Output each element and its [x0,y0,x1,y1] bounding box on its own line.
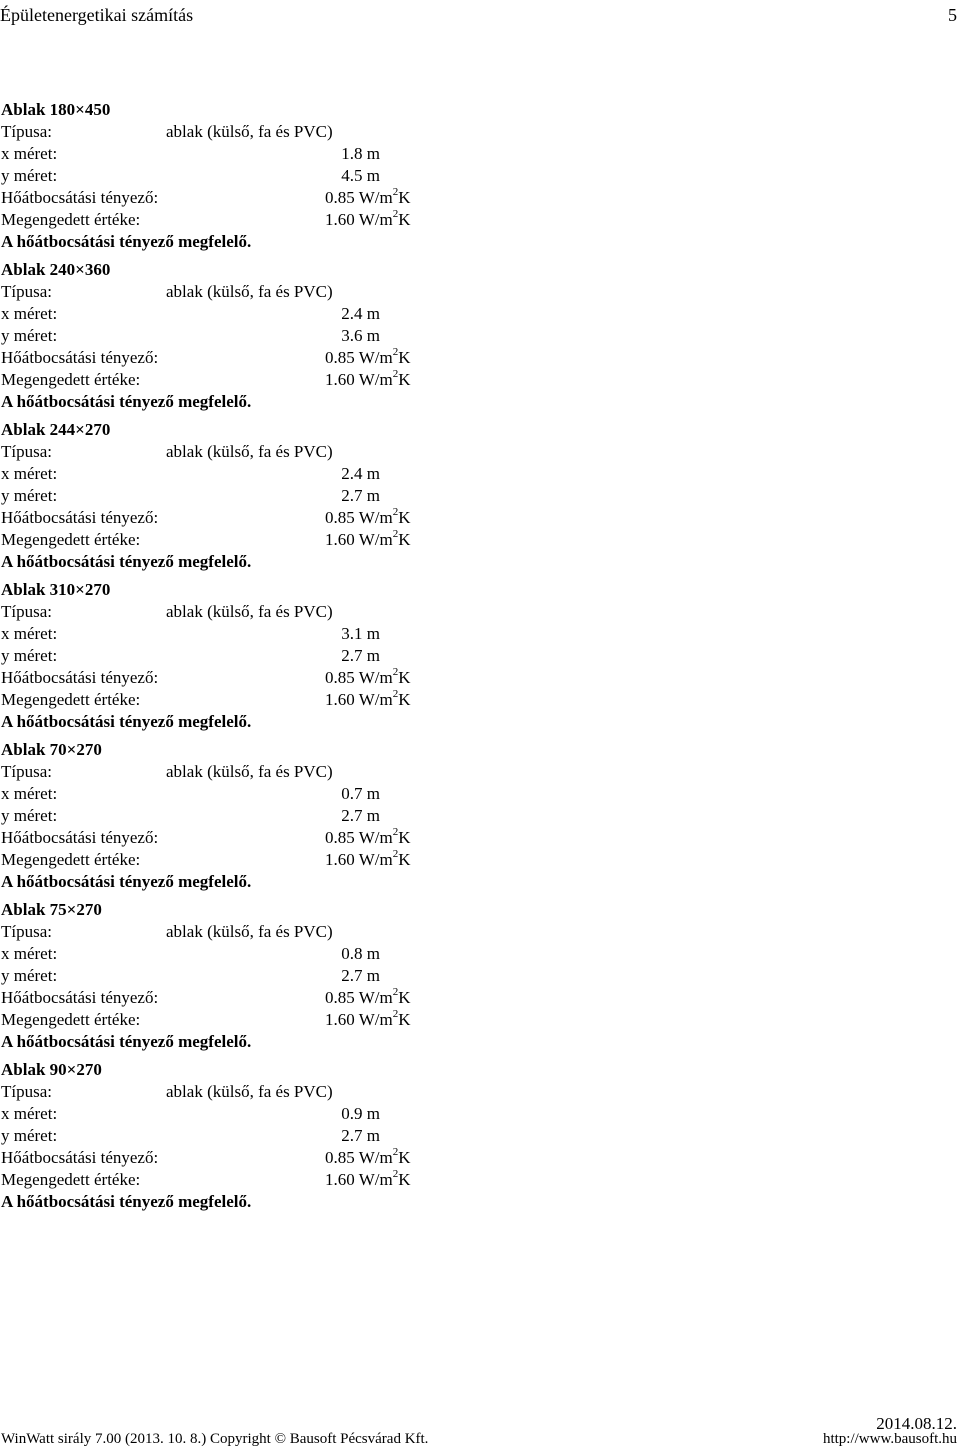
x-size-value: 0.8 m [341,944,380,963]
result-text: A hőátbocsátási tényező megfelelő. [1,1032,252,1051]
x-size-label: x méret: [1,304,58,323]
allowed-value-label: Megengedett értéke: [1,690,141,709]
allowed-value-label: Megengedett értéke: [1,370,141,389]
result-text: A hőátbocsátási tényező megfelelő. [1,392,252,411]
y-size-label: y méret: [1,966,58,985]
x-size-value: 2.4 m [341,304,380,323]
type-value: ablak (külső, fa és PVC) [166,1082,333,1101]
window-name: Ablak 240×360 [1,260,111,279]
result-text: A hőátbocsátási tényező megfelelő. [1,872,252,891]
allowed-value: 1.60 $W/m^2K$ [325,848,411,869]
allowed-value: 1.60 $W/m^2K$ [325,528,411,549]
type-label: Típusa: [1,602,52,621]
u-value: 0.85 $W/m^2K$ [325,186,411,207]
u-value-label: Hőátbocsátási tényező: [1,668,159,687]
allowed-value: 1.60 $W/m^2K$ [325,1008,411,1029]
result-text: A hőátbocsátási tényező megfelelő. [1,552,252,571]
y-size-value: 2.7 m [341,966,380,985]
y-size-value: 4.5 m [341,166,380,185]
window-block [1,900,501,1060]
u-value: 0.85 $W/m^2K$ [325,666,411,687]
x-size-value: 0.9 m [341,1104,380,1123]
type-value: ablak (külső, fa és PVC) [166,122,333,141]
allowed-value-label: Megengedett értéke: [1,210,141,229]
window-block [1,260,501,420]
window-block [1,580,501,740]
window-name: Ablak 90×270 [1,1060,102,1079]
window-name: Ablak 70×270 [1,740,102,759]
u-value-label: Hőátbocsátási tényező: [1,828,159,847]
u-value-label: Hőátbocsátási tényező: [1,1148,159,1167]
x-size-label: x méret: [1,784,58,803]
window-name: Ablak 310×270 [1,580,111,599]
u-value: 0.85 $W/m^2K$ [325,826,411,847]
x-size-value: 1.8 m [341,144,380,163]
type-value: ablak (külső, fa és PVC) [166,922,333,941]
y-size-value: 2.7 m [341,1126,380,1145]
u-value: 0.85 $W/m^2K$ [325,1146,411,1167]
x-size-value: 0.7 m [341,784,380,803]
allowed-value: 1.60 $W/m^2K$ [325,688,411,709]
y-size-value: 2.7 m [341,486,380,505]
type-label: Típusa: [1,762,52,781]
type-label: Típusa: [1,442,52,461]
document-title: Épületenergetikai számítás [0,5,194,25]
type-label: Típusa: [1,282,52,301]
u-value-label: Hőátbocsátási tényező: [1,188,159,207]
type-label: Típusa: [1,1082,52,1101]
u-value: 0.85 $W/m^2K$ [325,986,411,1007]
x-size-label: x méret: [1,1104,58,1123]
y-size-label: y méret: [1,166,58,185]
allowed-value-label: Megengedett értéke: [1,1010,141,1029]
window-block [1,1060,501,1220]
type-value: ablak (külső, fa és PVC) [166,602,333,621]
type-value: ablak (külső, fa és PVC) [166,282,333,301]
x-size-value: 3.1 m [341,624,380,643]
y-size-value: 3.6 m [341,326,380,345]
window-block [1,100,501,260]
window-block [1,740,501,900]
window-name: Ablak 244×270 [1,420,111,439]
type-label: Típusa: [1,922,52,941]
footer-url: http://www.bausoft.hu [822,1431,957,1447]
y-size-value: 2.7 m [341,806,380,825]
result-text: A hőátbocsátási tényező megfelelő. [1,712,252,731]
type-value: ablak (külső, fa és PVC) [166,762,333,781]
window-block [1,420,501,580]
u-value-label: Hőátbocsátási tényező: [1,348,159,367]
y-size-label: y méret: [1,486,58,505]
print-date: 2014.08.12. [876,1414,957,1433]
window-name: Ablak 75×270 [1,900,102,919]
x-size-label: x méret: [1,624,58,643]
allowed-value-label: Megengedett értéke: [1,1170,141,1189]
allowed-value-label: Megengedett értéke: [1,850,141,869]
x-size-value: 2.4 m [341,464,380,483]
type-label: Típusa: [1,122,52,141]
allowed-value: 1.60 $W/m^2K$ [325,368,411,389]
allowed-value: 1.60 $W/m^2K$ [325,208,411,229]
u-value: 0.85 $W/m^2K$ [325,346,411,367]
x-size-label: x méret: [1,944,58,963]
type-value: ablak (külső, fa és PVC) [166,442,333,461]
u-value-label: Hőátbocsátási tényező: [1,988,159,1007]
allowed-value-label: Megengedett értéke: [1,530,141,549]
result-text: A hőátbocsátási tényező megfelelő. [1,232,252,251]
page-number: 5 [948,5,957,25]
y-size-label: y méret: [1,806,58,825]
result-text: A hőátbocsátási tényező megfelelő. [1,1192,252,1211]
u-value-label: Hőátbocsátási tényező: [1,508,159,527]
window-list [1,100,501,1220]
y-size-label: y méret: [1,646,58,665]
x-size-label: x méret: [1,464,58,483]
u-value: 0.85 $W/m^2K$ [325,506,411,527]
window-name: Ablak 180×450 [1,100,111,119]
y-size-label: y méret: [1,326,58,345]
footer-copyright: WinWatt sirály 7.00 (2013. 10. 8.) Copyright © Bausoft Pécsvárad Kft. [1,1431,429,1447]
allowed-value: 1.60 $W/m^2K$ [325,1168,411,1189]
x-size-label: x méret: [1,144,58,163]
y-size-value: 2.7 m [341,646,380,665]
y-size-label: y méret: [1,1126,58,1145]
